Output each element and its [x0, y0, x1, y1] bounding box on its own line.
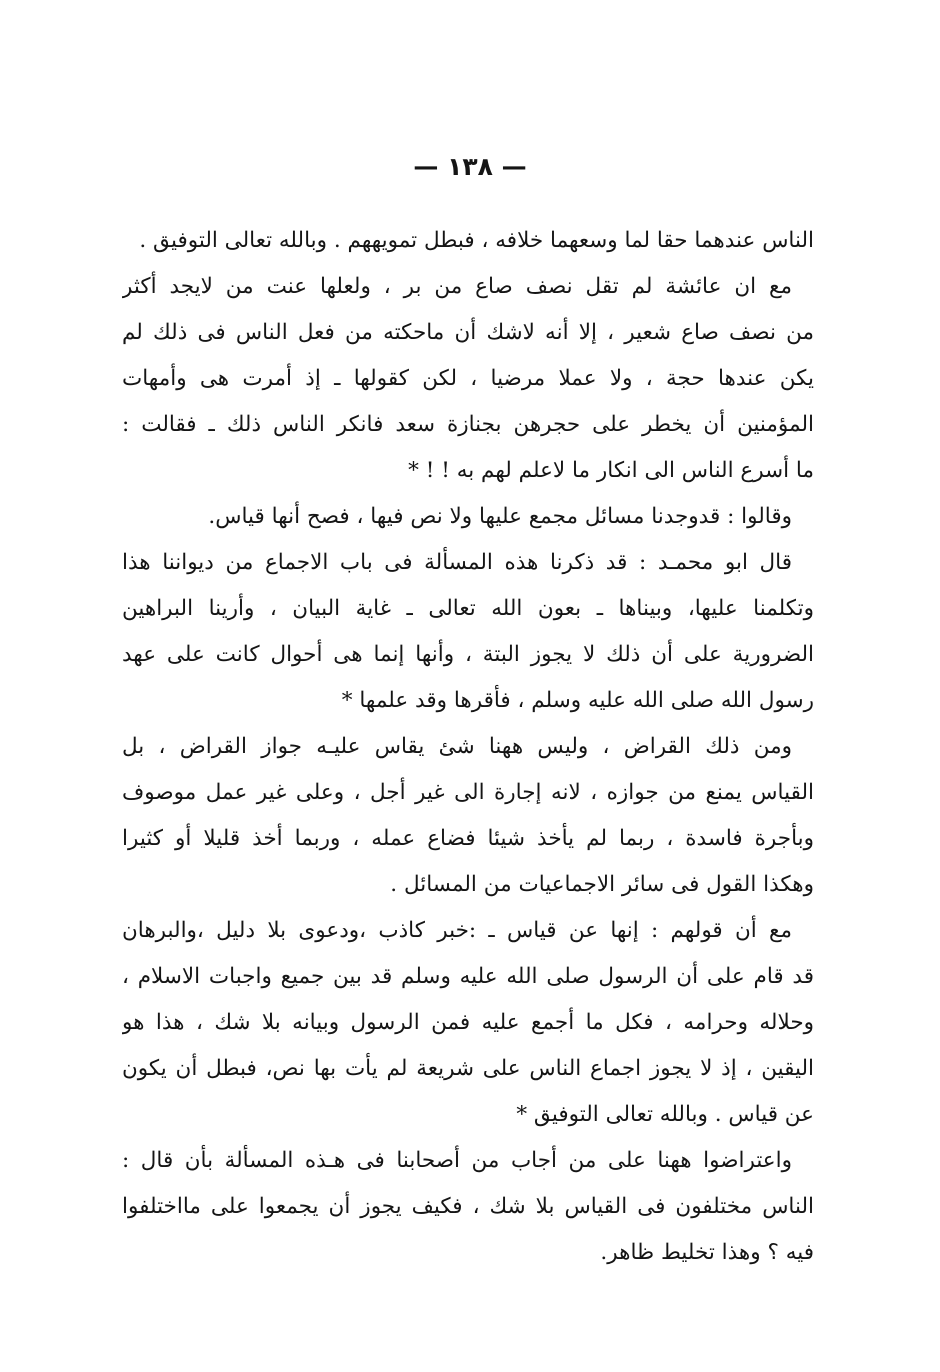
- text-line: قال ابو محمـد : قد ذكرنا هذه المسألة فى باب الاجماع من ديواننا هذا: [122, 550, 792, 575]
- paragraph: [122, 1138, 814, 1276]
- text-line: قد قام على أن الرسول صلى الله عليه وسلم قد بين جميع واجبات الاسلام ،: [122, 964, 814, 989]
- text-line: القياس يمنع من جوازه ، لانه إجارة الى غير أجل ، وعلى غير عمل موصوف: [122, 780, 814, 805]
- paragraph: [122, 540, 814, 724]
- text-line: وحلاله وحرامه ، فكل ما أجمع عليه فمن الرسول وبيانه بلا شك ، هذا هو: [122, 1010, 814, 1035]
- text-line: يكن عندها حجة ، ولا عملا مرضيا ، لكن كقولها ـ إذ أمرت هى وأمهات: [122, 366, 814, 391]
- text-line: المؤمنين أن يخطر على حجرهن بجنازة سعد فانكر الناس ذلك ـ فقالت :: [122, 412, 814, 437]
- paragraph: [122, 494, 814, 540]
- paragraph: [122, 724, 814, 908]
- paragraph: [122, 908, 814, 1138]
- text-line: اليقين ، إذ لا يجوز اجماع الناس على شريعة لم يأت بها نص، فبطل أن يكون: [122, 1056, 814, 1081]
- text-line: ومن ذلك القراض ، وليس ههنا شئ يقاس عليـه جواز القراض ، بل: [122, 734, 792, 759]
- page-number: — ١٣٨ —: [413, 152, 527, 181]
- text-line: الناس عندهما حقا لما وسعهما خلافه ، فبطل تمويههم . وبالله تعالى التوفيق .: [139, 228, 814, 253]
- text-line: واعتراضوا ههنا على من أجاب من أصحابنا فى هـذه المسألة بأن قال :: [122, 1148, 792, 1173]
- text-line: وهكذا القول فى سائر الاجماعيات من المسائل .: [390, 872, 814, 897]
- text-line: رسول الله صلى الله عليه وسلم ، فأقرها وقد علمها *: [341, 688, 814, 713]
- text-line: وتكلمنا عليها، وبيناها ـ بعون الله تعالى ـ غاية البيان ، وأرينا البراهين: [122, 596, 814, 621]
- text-line: فيه ؟ وهذا تخليط ظاهر.: [600, 1240, 814, 1265]
- text-line: الضرورية على أن ذلك لا يجوز البتة ، وأنها إنما هى أحوال كانت على عهد: [122, 642, 814, 667]
- text-line: من نصف صاع شعير ، إلا أنه لاشك أن ماحكته من فعل الناس فى ذلك لم: [122, 320, 814, 345]
- text-line: مع ان عائشة لم تقل نصف صاع من بر ، ولعلها عنت من لايجد أكثر: [122, 274, 792, 299]
- text-line: وقالوا : قدوجدنا مسائل مجمع عليها ولا نص فيها ، فصح أنها قياس.: [208, 504, 792, 529]
- paragraph: [122, 264, 814, 494]
- text-line: وبأجرة فاسدة ، ربما لم يأخذ شيئا فضاع عمله ، وربما أخذ قليلا أو كثيرا: [122, 826, 814, 851]
- body-text: [122, 218, 814, 1276]
- text-line: الناس مختلفون فى القياس بلا شك ، فكيف يجوز أن يجمعوا على مااختلفوا: [122, 1194, 814, 1219]
- text-line: عن قياس . وبالله تعالى التوفيق *: [516, 1102, 814, 1127]
- text-line: ما أسرع الناس الى انكار ما لاعلم لهم به ! ! *: [408, 458, 814, 483]
- paragraph: [122, 218, 814, 264]
- text-line: مع أن قولهم : إنها عن قياس ـ :خبر كاذب ،ودعوى بلا دليل ،والبرهان: [122, 918, 792, 943]
